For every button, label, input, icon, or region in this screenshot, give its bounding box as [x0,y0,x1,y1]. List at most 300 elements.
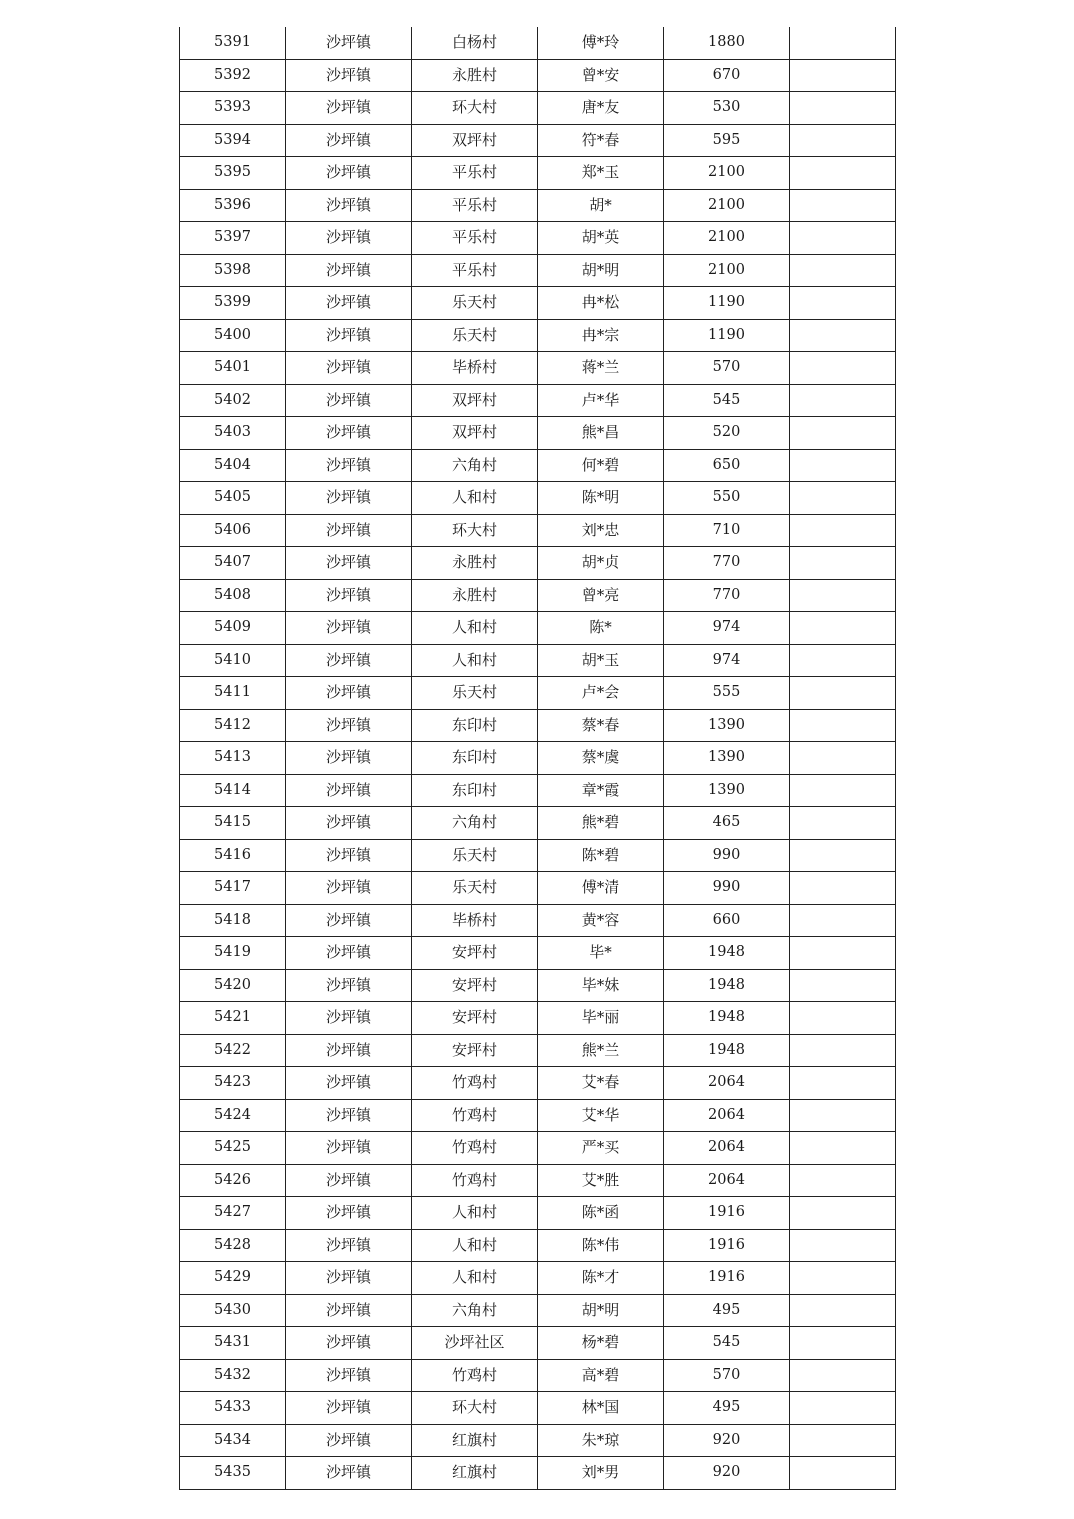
cell-amount: 670 [664,59,790,92]
cell-note [790,807,896,840]
cell-person-name: 杨*碧 [538,1327,664,1360]
cell-person-name: 严*买 [538,1132,664,1165]
cell-village: 竹鸡村 [412,1067,538,1100]
cell-note [790,1294,896,1327]
cell-serial-number: 5406 [180,514,286,547]
cell-town: 沙坪镇 [286,157,412,190]
cell-person-name: 陈*碧 [538,839,664,872]
cell-note [790,1262,896,1295]
cell-town: 沙坪镇 [286,1229,412,1262]
cell-village: 乐天村 [412,287,538,320]
cell-person-name: 艾*胜 [538,1164,664,1197]
cell-note [790,612,896,645]
cell-note [790,1197,896,1230]
table-row [180,644,896,677]
cell-village: 红旗村 [412,1424,538,1457]
cell-person-name: 卢*华 [538,384,664,417]
cell-amount: 710 [664,514,790,547]
cell-note [790,709,896,742]
cell-amount: 1190 [664,287,790,320]
cell-person-name: 陈*函 [538,1197,664,1230]
cell-note [790,1392,896,1425]
cell-person-name: 胡*明 [538,1294,664,1327]
table-row [180,254,896,287]
cell-town: 沙坪镇 [286,1132,412,1165]
cell-note [790,774,896,807]
table-row [180,1262,896,1295]
cell-amount: 530 [664,92,790,125]
cell-serial-number: 5422 [180,1034,286,1067]
cell-amount: 1948 [664,1034,790,1067]
cell-village: 竹鸡村 [412,1099,538,1132]
cell-serial-number: 5405 [180,482,286,515]
cell-town: 沙坪镇 [286,677,412,710]
cell-serial-number: 5420 [180,969,286,1002]
table-row [180,1197,896,1230]
cell-amount: 465 [664,807,790,840]
cell-note [790,1457,896,1490]
cell-note [790,417,896,450]
cell-note [790,1424,896,1457]
cell-person-name: 胡*贞 [538,547,664,580]
cell-town: 沙坪镇 [286,384,412,417]
cell-person-name: 曾*亮 [538,579,664,612]
cell-serial-number: 5407 [180,547,286,580]
cell-amount: 974 [664,644,790,677]
cell-village: 竹鸡村 [412,1164,538,1197]
table-row [180,27,896,59]
cell-town: 沙坪镇 [286,222,412,255]
cell-note [790,1067,896,1100]
cell-village: 东印村 [412,774,538,807]
cell-village: 平乐村 [412,254,538,287]
table-row [180,677,896,710]
table-row [180,1294,896,1327]
cell-serial-number: 5417 [180,872,286,905]
cell-village: 六角村 [412,449,538,482]
table-row [180,872,896,905]
cell-amount: 1880 [664,27,790,59]
table-row [180,1229,896,1262]
cell-amount: 2100 [664,157,790,190]
cell-note [790,1327,896,1360]
cell-village: 乐天村 [412,677,538,710]
cell-amount: 2064 [664,1067,790,1100]
cell-village: 乐天村 [412,319,538,352]
cell-person-name: 陈* [538,612,664,645]
cell-person-name: 蔡*虞 [538,742,664,775]
table-row [180,807,896,840]
cell-amount: 1948 [664,937,790,970]
cell-amount: 2064 [664,1099,790,1132]
cell-amount: 1390 [664,774,790,807]
cell-town: 沙坪镇 [286,1359,412,1392]
cell-serial-number: 5433 [180,1392,286,1425]
cell-town: 沙坪镇 [286,1392,412,1425]
cell-amount: 520 [664,417,790,450]
cell-town: 沙坪镇 [286,1164,412,1197]
table-row [180,579,896,612]
cell-village: 六角村 [412,807,538,840]
cell-serial-number: 5424 [180,1099,286,1132]
cell-note [790,1099,896,1132]
cell-note [790,482,896,515]
cell-amount: 660 [664,904,790,937]
cell-serial-number: 5411 [180,677,286,710]
cell-town: 沙坪镇 [286,1034,412,1067]
cell-serial-number: 5401 [180,352,286,385]
cell-town: 沙坪镇 [286,644,412,677]
cell-person-name: 陈*才 [538,1262,664,1295]
cell-note [790,92,896,125]
cell-serial-number: 5419 [180,937,286,970]
table-row [180,937,896,970]
cell-person-name: 胡* [538,189,664,222]
cell-amount: 555 [664,677,790,710]
cell-note [790,547,896,580]
cell-serial-number: 5429 [180,1262,286,1295]
cell-serial-number: 5428 [180,1229,286,1262]
cell-amount: 1190 [664,319,790,352]
table-row [180,774,896,807]
cell-person-name: 刘*男 [538,1457,664,1490]
cell-serial-number: 5412 [180,709,286,742]
cell-note [790,1164,896,1197]
cell-amount: 1948 [664,1002,790,1035]
cell-town: 沙坪镇 [286,417,412,450]
table-row [180,157,896,190]
cell-note [790,644,896,677]
cell-person-name: 刘*忠 [538,514,664,547]
subsidy-table [179,27,896,1490]
cell-serial-number: 5397 [180,222,286,255]
cell-town: 沙坪镇 [286,579,412,612]
cell-serial-number: 5400 [180,319,286,352]
cell-village: 东印村 [412,709,538,742]
table-row [180,319,896,352]
cell-amount: 920 [664,1424,790,1457]
cell-village: 人和村 [412,1262,538,1295]
cell-note [790,1002,896,1035]
cell-note [790,579,896,612]
table-row [180,1424,896,1457]
table-row [180,384,896,417]
cell-note [790,969,896,1002]
cell-serial-number: 5431 [180,1327,286,1360]
cell-person-name: 何*碧 [538,449,664,482]
cell-village: 双坪村 [412,417,538,450]
table-row [180,352,896,385]
cell-town: 沙坪镇 [286,937,412,970]
cell-person-name: 蒋*兰 [538,352,664,385]
cell-person-name: 蔡*春 [538,709,664,742]
cell-town: 沙坪镇 [286,742,412,775]
cell-amount: 595 [664,124,790,157]
cell-note [790,904,896,937]
cell-person-name: 冉*宗 [538,319,664,352]
cell-person-name: 陈*明 [538,482,664,515]
cell-amount: 2064 [664,1164,790,1197]
table-row [180,1034,896,1067]
table-row [180,417,896,450]
cell-village: 双坪村 [412,124,538,157]
cell-person-name: 郑*玉 [538,157,664,190]
cell-town: 沙坪镇 [286,319,412,352]
cell-serial-number: 5418 [180,904,286,937]
cell-amount: 495 [664,1392,790,1425]
cell-town: 沙坪镇 [286,92,412,125]
cell-note [790,157,896,190]
cell-village: 六角村 [412,1294,538,1327]
cell-person-name: 艾*春 [538,1067,664,1100]
table-row [180,1002,896,1035]
cell-serial-number: 5425 [180,1132,286,1165]
cell-village: 乐天村 [412,839,538,872]
cell-person-name: 熊*兰 [538,1034,664,1067]
cell-person-name: 章*霞 [538,774,664,807]
cell-serial-number: 5398 [180,254,286,287]
cell-note [790,1229,896,1262]
cell-person-name: 毕* [538,937,664,970]
cell-village: 白杨村 [412,27,538,59]
table-row [180,482,896,515]
cell-amount: 1916 [664,1262,790,1295]
cell-amount: 1916 [664,1197,790,1230]
cell-village: 平乐村 [412,157,538,190]
cell-person-name: 艾*华 [538,1099,664,1132]
cell-village: 乐天村 [412,872,538,905]
cell-note [790,352,896,385]
cell-town: 沙坪镇 [286,774,412,807]
table-row [180,839,896,872]
cell-town: 沙坪镇 [286,189,412,222]
cell-village: 平乐村 [412,189,538,222]
cell-town: 沙坪镇 [286,352,412,385]
cell-village: 环大村 [412,514,538,547]
cell-serial-number: 5409 [180,612,286,645]
cell-village: 永胜村 [412,579,538,612]
cell-town: 沙坪镇 [286,1197,412,1230]
cell-note [790,937,896,970]
cell-serial-number: 5392 [180,59,286,92]
cell-amount: 1916 [664,1229,790,1262]
cell-town: 沙坪镇 [286,482,412,515]
cell-amount: 650 [664,449,790,482]
cell-serial-number: 5421 [180,1002,286,1035]
cell-village: 安坪村 [412,1034,538,1067]
cell-note [790,839,896,872]
table-row [180,742,896,775]
cell-note [790,1132,896,1165]
cell-village: 人和村 [412,612,538,645]
cell-person-name: 符*春 [538,124,664,157]
cell-person-name: 傅*清 [538,872,664,905]
cell-note [790,189,896,222]
cell-person-name: 毕*妹 [538,969,664,1002]
cell-note [790,124,896,157]
cell-serial-number: 5393 [180,92,286,125]
cell-village: 人和村 [412,644,538,677]
cell-town: 沙坪镇 [286,1002,412,1035]
cell-amount: 2100 [664,222,790,255]
table-row [180,1099,896,1132]
cell-note [790,287,896,320]
cell-village: 安坪村 [412,1002,538,1035]
table-row [180,612,896,645]
cell-village: 永胜村 [412,547,538,580]
cell-village: 毕桥村 [412,352,538,385]
table-row [180,1457,896,1490]
cell-amount: 920 [664,1457,790,1490]
cell-person-name: 朱*琼 [538,1424,664,1457]
cell-town: 沙坪镇 [286,807,412,840]
cell-person-name: 陈*伟 [538,1229,664,1262]
cell-note [790,742,896,775]
table-row [180,1392,896,1425]
cell-person-name: 卢*会 [538,677,664,710]
cell-town: 沙坪镇 [286,839,412,872]
cell-town: 沙坪镇 [286,709,412,742]
cell-town: 沙坪镇 [286,1457,412,1490]
cell-amount: 545 [664,1327,790,1360]
table-row [180,59,896,92]
cell-town: 沙坪镇 [286,59,412,92]
cell-amount: 2100 [664,189,790,222]
cell-note [790,59,896,92]
cell-amount: 495 [664,1294,790,1327]
cell-person-name: 胡*明 [538,254,664,287]
cell-amount: 770 [664,579,790,612]
table-row [180,1132,896,1165]
cell-person-name: 熊*昌 [538,417,664,450]
cell-amount: 2100 [664,254,790,287]
cell-note [790,254,896,287]
cell-person-name: 曾*安 [538,59,664,92]
cell-village: 毕桥村 [412,904,538,937]
cell-note [790,514,896,547]
cell-serial-number: 5404 [180,449,286,482]
cell-note [790,872,896,905]
cell-town: 沙坪镇 [286,254,412,287]
cell-note [790,677,896,710]
cell-village: 环大村 [412,92,538,125]
cell-town: 沙坪镇 [286,27,412,59]
table-row [180,514,896,547]
cell-town: 沙坪镇 [286,969,412,1002]
cell-town: 沙坪镇 [286,1327,412,1360]
cell-serial-number: 5402 [180,384,286,417]
cell-serial-number: 5410 [180,644,286,677]
cell-amount: 1390 [664,742,790,775]
cell-amount: 990 [664,839,790,872]
cell-note [790,319,896,352]
table-row [180,287,896,320]
cell-note [790,449,896,482]
cell-person-name: 毕*丽 [538,1002,664,1035]
cell-town: 沙坪镇 [286,124,412,157]
table-row [180,449,896,482]
cell-village: 红旗村 [412,1457,538,1490]
cell-village: 安坪村 [412,937,538,970]
cell-person-name: 傅*玲 [538,27,664,59]
cell-amount: 550 [664,482,790,515]
cell-town: 沙坪镇 [286,1099,412,1132]
table-row [180,1067,896,1100]
cell-person-name: 冉*松 [538,287,664,320]
cell-serial-number: 5434 [180,1424,286,1457]
cell-note [790,1034,896,1067]
cell-village: 双坪村 [412,384,538,417]
cell-town: 沙坪镇 [286,872,412,905]
cell-town: 沙坪镇 [286,449,412,482]
table-row [180,547,896,580]
cell-person-name: 胡*英 [538,222,664,255]
table-row [180,709,896,742]
cell-serial-number: 5396 [180,189,286,222]
cell-town: 沙坪镇 [286,612,412,645]
cell-village: 人和村 [412,482,538,515]
cell-amount: 570 [664,1359,790,1392]
table-body [180,27,896,1489]
table-row [180,1327,896,1360]
cell-village: 沙坪社区 [412,1327,538,1360]
cell-town: 沙坪镇 [286,287,412,320]
cell-town: 沙坪镇 [286,1067,412,1100]
cell-serial-number: 5399 [180,287,286,320]
cell-town: 沙坪镇 [286,904,412,937]
cell-village: 环大村 [412,1392,538,1425]
cell-person-name: 黄*容 [538,904,664,937]
cell-village: 人和村 [412,1197,538,1230]
cell-amount: 770 [664,547,790,580]
cell-serial-number: 5427 [180,1197,286,1230]
cell-serial-number: 5413 [180,742,286,775]
cell-amount: 990 [664,872,790,905]
cell-village: 竹鸡村 [412,1132,538,1165]
table-row [180,92,896,125]
table-row [180,189,896,222]
cell-person-name: 林*国 [538,1392,664,1425]
cell-town: 沙坪镇 [286,1262,412,1295]
cell-town: 沙坪镇 [286,1294,412,1327]
cell-amount: 974 [664,612,790,645]
table-row [180,969,896,1002]
cell-village: 竹鸡村 [412,1359,538,1392]
cell-amount: 1948 [664,969,790,1002]
cell-village: 人和村 [412,1229,538,1262]
table-row [180,222,896,255]
cell-village: 永胜村 [412,59,538,92]
cell-note [790,222,896,255]
cell-serial-number: 5432 [180,1359,286,1392]
cell-serial-number: 5414 [180,774,286,807]
cell-person-name: 熊*碧 [538,807,664,840]
cell-serial-number: 5408 [180,579,286,612]
cell-note [790,384,896,417]
cell-serial-number: 5395 [180,157,286,190]
cell-village: 安坪村 [412,969,538,1002]
cell-serial-number: 5403 [180,417,286,450]
cell-village: 平乐村 [412,222,538,255]
cell-amount: 1390 [664,709,790,742]
cell-person-name: 胡*玉 [538,644,664,677]
cell-serial-number: 5416 [180,839,286,872]
cell-amount: 570 [664,352,790,385]
cell-town: 沙坪镇 [286,1424,412,1457]
cell-serial-number: 5435 [180,1457,286,1490]
cell-serial-number: 5391 [180,27,286,59]
cell-town: 沙坪镇 [286,514,412,547]
